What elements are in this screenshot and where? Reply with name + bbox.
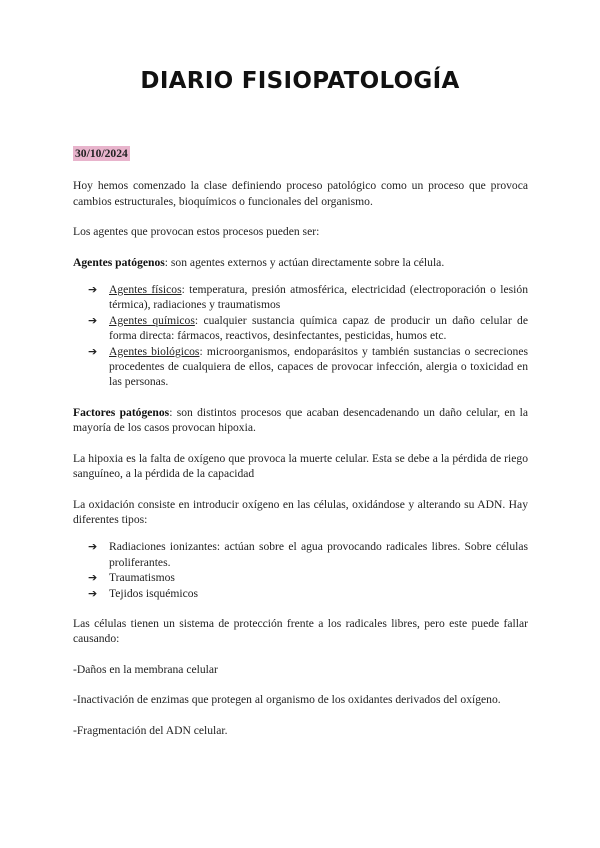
arrow-right-icon: ➔: [88, 540, 98, 554]
list-item: [88, 539, 528, 570]
oxidation-types-list: [73, 539, 528, 601]
agent-type-text: : cualquier sustancia química capaz de producir un daño celular de forma directa: fármacos, reactivos, desinfectantes, pesticidas, humos etc.: [109, 313, 528, 343]
arrow-right-icon: ➔: [88, 571, 98, 585]
agent-type-term: Agentes biológicos: [109, 344, 200, 358]
factores-patogenos-paragraph: [73, 405, 528, 436]
arrow-right-icon: ➔: [88, 586, 98, 600]
oxidation-type-text: Traumatismos: [109, 571, 175, 585]
factores-patogenos-term: Factores patógenos: [73, 405, 170, 419]
agentes-patogenos-text: : son agentes externos y actúan directamente sobre la célula.: [164, 255, 445, 269]
oxidation-type-text: Radiaciones ionizantes: actúan sobre el agua provocando radicales libres. Sobre células proliferantes.: [109, 540, 528, 569]
agent-type-text: : microorganismos, endoparásitos y también sustancias o secreciones procedentes de cualquiera de ellos, capaces de provocar infección, alergia o toxicidad en las personas.: [109, 344, 529, 389]
fallo-paragraph: -Inactivación de enzimas que protegen al organismo de los oxidantes derivados del oxígeno.: [73, 693, 501, 707]
arrow-right-icon: ➔: [88, 313, 98, 327]
list-item: [88, 282, 528, 313]
factores-patogenos-text: : son distintos procesos que acaban desencadenando un daño celular, en la mayoría de los casos provocan hipoxia.: [73, 405, 528, 435]
oxidacion-paragraph: La oxidación consiste en introducir oxígeno en las células, oxidándose y alterando su ADN. Hay diferentes tipos:: [73, 497, 528, 526]
oxidation-type-text: Tejidos isquémicos: [109, 586, 199, 600]
page-title: DIARIO FISIOPATOLOGÍA: [140, 68, 460, 94]
document-body: [73, 146, 528, 753]
agent-types-list: [73, 282, 528, 390]
date-highlight: 30/10/2024: [75, 147, 128, 160]
intro-paragraph: Hoy hemos comenzado la clase definiendo proceso patológico como un proceso que provoca cambios estructurales, bioquímicos o funcionales del organismo.: [73, 179, 528, 208]
fallo-paragraph: -Daños en la membrana celular: [73, 662, 218, 676]
arrow-right-icon: ➔: [88, 344, 98, 358]
arrow-right-icon: ➔: [88, 283, 98, 297]
agent-type-text: : temperatura, presión atmosférica, electricidad (electroporación o lesión térmica), radiaciones y traumatismos: [109, 283, 528, 312]
list-item: [88, 313, 528, 344]
list-item: [88, 344, 529, 390]
agent-type-term: Agentes químicos: [109, 313, 195, 327]
agent-type-term: Agentes físicos: [109, 283, 182, 297]
agents-intro-paragraph: Los agentes que provocan estos procesos pueden ser:: [73, 225, 320, 239]
fallo-paragraph: -Fragmentación del ADN celular.: [73, 723, 228, 737]
agentes-patogenos-term: Agentes patógenos: [73, 255, 165, 269]
list-item: [88, 570, 528, 585]
hipoxia-paragraph: La hipoxia es la falta de oxígeno que provoca la muerte celular. Esta se debe a la pérdida de riego sanguíneo, a la pérdida de la capacidad: [73, 451, 528, 481]
agentes-patogenos-paragraph: [73, 255, 528, 270]
list-item: [88, 586, 528, 601]
proteccion-paragraph: Las células tienen un sistema de protección frente a los radicales libres, pero este puede fallar causando:: [73, 616, 528, 646]
